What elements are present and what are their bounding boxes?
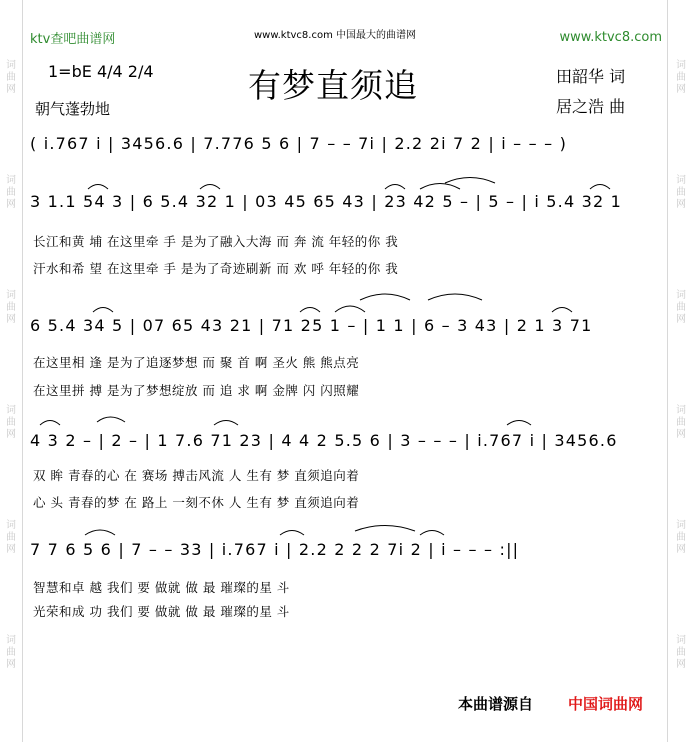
- score-line-5-lyric-verse-2: 光荣和成 功 我们 要 做就 做 最 璀璨的星 斗: [33, 604, 290, 619]
- key-signature: 1=bE 4/4 2/4: [48, 62, 154, 81]
- score-line-2-lyric-verse-1: 长江和黄 埔 在这里牵 手 是为了融入大海 而 奔 流 年轻的你 我: [33, 234, 399, 249]
- slur: [214, 421, 238, 426]
- slur: [88, 185, 108, 190]
- score-line-3-lyric-verse-1: 在这里相 逢 是为了追逐梦想 而 聚 首 啊 圣火 熊 熊点亮: [33, 355, 360, 370]
- watermark-left-5: 词 曲 网: [6, 520, 16, 555]
- score-line-2-notes: 3 1.1 54 3 | 6 5.4 32 1 | 03 45 65 43 | 23 42 5 – | 5 – | i 5.4 32 1: [30, 192, 623, 211]
- watermark-left-6: 词 曲 网: [6, 635, 16, 670]
- score-line-4-lyric-verse-2: 心 头 青春的梦 在 路上 一刻不休 人 生有 梦 直须追向着: [33, 495, 360, 510]
- site-link-left[interactable]: ktv查吧曲谱网: [30, 32, 116, 47]
- source-site-link[interactable]: 中国词曲网: [568, 695, 644, 713]
- site-tagline[interactable]: www.ktvc8.com 中国最大的曲谱网: [254, 30, 417, 41]
- tie: [428, 294, 482, 300]
- tie: [420, 184, 460, 190]
- tie: [445, 178, 495, 184]
- slur: [590, 185, 610, 190]
- score-line-5-notes: 7 7 6 5 6 | 7 – – 33 | i.767 i | 2.2 2 2 2 7i 2 | i – – – :||: [30, 540, 520, 559]
- slur: [200, 185, 220, 190]
- tempo-mood: 朝气蓬勃地: [35, 100, 111, 118]
- slur: [280, 531, 304, 536]
- slur: [552, 308, 572, 313]
- score-line-3-lyric-verse-2: 在这里拼 搏 是为了梦想绽放 而 追 求 啊 金牌 闪 闪照耀: [33, 383, 360, 398]
- score-line-2-lyric-verse-2: 汗水和希 望 在这里牵 手 是为了奇迹刷新 而 欢 呼 年轻的你 我: [33, 261, 399, 276]
- source-label: 本曲谱源自: [458, 695, 534, 713]
- watermark-right-6: 词 曲 网: [676, 635, 686, 670]
- watermark-right-1: 词 曲 网: [676, 60, 686, 95]
- slur: [420, 531, 444, 536]
- watermark-right-3: 词 曲 网: [676, 290, 686, 325]
- slur: [93, 308, 113, 313]
- watermark-right-4: 词 曲 网: [676, 405, 686, 440]
- tie: [360, 294, 410, 300]
- composer-credit: 居之浩 曲: [556, 97, 626, 116]
- slur: [385, 185, 405, 190]
- score-line-5-lyric-verse-1: 智慧和卓 越 我们 要 做就 做 最 璀璨的星 斗: [33, 580, 290, 595]
- tie: [355, 526, 415, 532]
- watermark-left-1: 词 曲 网: [6, 60, 16, 95]
- slur: [507, 421, 531, 426]
- tie: [97, 417, 125, 422]
- site-link-right[interactable]: www.ktvc8.com: [559, 30, 662, 45]
- watermark-left-4: 词 曲 网: [6, 405, 16, 440]
- score-line-4-notes: 4 3 2 – | 2 – | 1 7.6 71 23 | 4 4 2 5.5 6 | 3 – – – | i.767 i | 3456.6: [30, 431, 618, 450]
- slur: [300, 308, 320, 313]
- score-line-3-notes: 6 5.4 34 5 | 07 65 43 21 | 71 25 1 – | 1 1 | 6 – 3 43 | 2 1 3 71: [30, 316, 593, 335]
- watermark-left-3: 词 曲 网: [6, 290, 16, 325]
- song-title: 有梦直须追: [248, 66, 418, 105]
- watermark-right-2: 词 曲 网: [676, 175, 686, 210]
- slur: [85, 530, 115, 535]
- watermark-left-2: 词 曲 网: [6, 175, 16, 210]
- lyricist-credit: 田韶华 词: [556, 67, 626, 86]
- slur: [335, 306, 365, 312]
- watermark-right-5: 词 曲 网: [676, 520, 686, 555]
- score-line-1-notes: ( i.767 i | 3456.6 | 7.776 5 6 | 7 – – 7i | 2.2 2i 7 2 | i – – – ): [30, 134, 568, 153]
- score-line-4-lyric-verse-1: 双 眸 青春的心 在 赛场 搏击风流 人 生有 梦 直须追向着: [33, 468, 360, 483]
- slur: [40, 421, 60, 426]
